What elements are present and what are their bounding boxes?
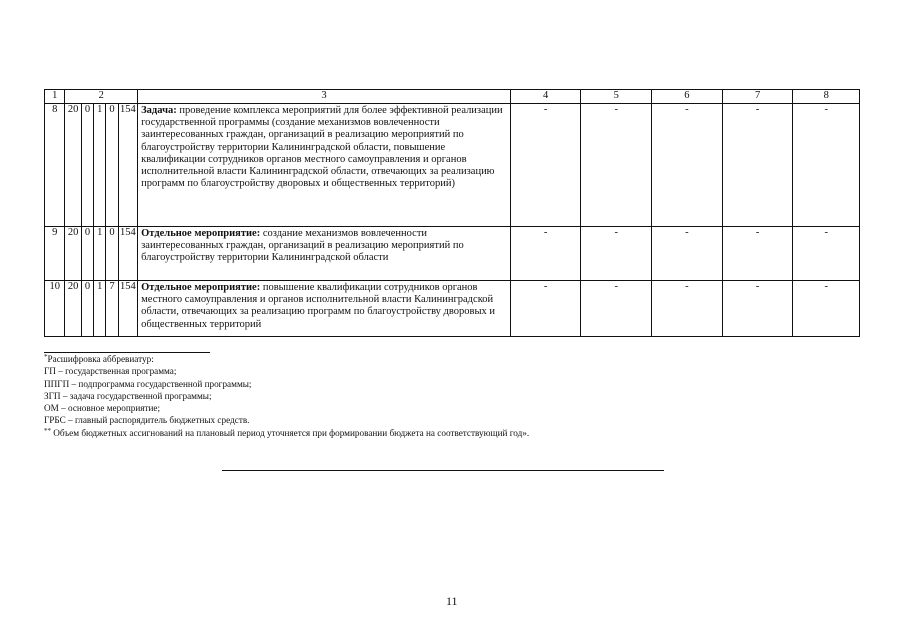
value-cell: - bbox=[510, 281, 581, 337]
value-cell: - bbox=[652, 104, 723, 227]
value-cell: - bbox=[652, 281, 723, 337]
footnote-title-line bbox=[44, 353, 529, 365]
code-grbs: 154 bbox=[118, 227, 137, 281]
table-row bbox=[45, 104, 860, 227]
code-zgp: 1 bbox=[94, 281, 106, 337]
code-grbs: 154 bbox=[118, 281, 137, 337]
page-number: 11 bbox=[446, 594, 458, 608]
value-cell: - bbox=[722, 281, 793, 337]
value-cell: - bbox=[581, 104, 652, 227]
table-row bbox=[45, 281, 860, 337]
footnote-note-text: Объем бюджетных ассигнований на плановый период уточняется при формировании бюджета на соответствующий год». bbox=[51, 427, 530, 438]
row-description bbox=[138, 104, 511, 227]
row-text: создание механизмов вовлеченности заинтересованных граждан, организаций в реализацию мероприятий по благоустройству территории Калининградской области bbox=[141, 228, 464, 264]
header-col-7: 7 bbox=[722, 90, 793, 104]
row-text: проведение комплекса мероприятий для более эффективной реализации государственной программы (создание механизмов вовлеченности заинтересованных граждан, организаций в реализацию мероприятий по благоустройству территории Калининградской области, повышение квалификации сотрудников органов местного самоуправления и органов исполнительной власти Калининградской области, отвечающих за реализацию программ по благоустройству дворовых и общественных территорий) bbox=[141, 105, 503, 190]
row-label: Отдельное мероприятие: bbox=[141, 282, 261, 293]
code-gp: 20 bbox=[65, 227, 81, 281]
code-ppgp: 0 bbox=[81, 281, 93, 337]
footnote-marker: ** bbox=[44, 426, 51, 435]
row-label: Отдельное мероприятие: bbox=[141, 228, 261, 239]
code-gp: 20 bbox=[65, 104, 81, 227]
header-col-8: 8 bbox=[793, 90, 860, 104]
value-cell: - bbox=[722, 227, 793, 281]
value-cell: - bbox=[581, 227, 652, 281]
footnotes bbox=[44, 353, 529, 439]
table-row bbox=[45, 227, 860, 281]
row-number: 9 bbox=[45, 227, 65, 281]
row-number: 8 bbox=[45, 104, 65, 227]
code-zgp: 1 bbox=[94, 104, 106, 227]
table-header-row bbox=[45, 90, 860, 104]
footnote-line: ГРБС – главный распорядитель бюджетных средств. bbox=[44, 415, 250, 426]
value-cell: - bbox=[722, 104, 793, 227]
row-text: повышение квалификации сотрудников органов местного самоуправления и органов исполнительной власти Калининградской области, отвечающих за реализацию программ по благоустройству дворовых и общественных территорий bbox=[141, 282, 496, 330]
footnote-marker: * bbox=[44, 353, 48, 361]
code-ppgp: 0 bbox=[81, 104, 93, 227]
row-label: Задача: bbox=[141, 105, 177, 116]
value-cell: - bbox=[793, 104, 860, 227]
footnote-line: ППГП – подпрограмма государственной программы; bbox=[44, 378, 252, 389]
header-col-2: 2 bbox=[65, 90, 138, 104]
header-col-3: 3 bbox=[138, 90, 511, 104]
header-col-4: 4 bbox=[510, 90, 581, 104]
closing-rule bbox=[222, 470, 664, 471]
header-col-1: 1 bbox=[45, 90, 65, 104]
code-ppgp: 0 bbox=[81, 227, 93, 281]
value-cell: - bbox=[793, 281, 860, 337]
value-cell: - bbox=[510, 104, 581, 227]
footnote-line: ГП – государственная программа; bbox=[44, 366, 177, 377]
code-om: 0 bbox=[106, 227, 118, 281]
value-cell: - bbox=[652, 227, 723, 281]
code-om: 0 bbox=[106, 104, 118, 227]
footnote-line: ОМ – основное мероприятие; bbox=[44, 403, 161, 414]
row-number: 10 bbox=[45, 281, 65, 337]
footnote-line: ЗГП – задача государственной программы; bbox=[44, 390, 212, 401]
code-grbs: 154 bbox=[118, 104, 137, 227]
footnote-title: Расшифровка аббревиатур: bbox=[47, 354, 154, 364]
code-zgp: 1 bbox=[94, 227, 106, 281]
value-cell: - bbox=[793, 227, 860, 281]
value-cell: - bbox=[581, 281, 652, 337]
footnote-budget-note bbox=[44, 427, 529, 439]
value-cell: - bbox=[510, 227, 581, 281]
row-description bbox=[138, 227, 511, 281]
code-gp: 20 bbox=[65, 281, 81, 337]
program-table bbox=[44, 89, 860, 337]
row-description bbox=[138, 281, 511, 337]
code-om: 7 bbox=[106, 281, 118, 337]
header-col-5: 5 bbox=[581, 90, 652, 104]
header-col-6: 6 bbox=[652, 90, 723, 104]
